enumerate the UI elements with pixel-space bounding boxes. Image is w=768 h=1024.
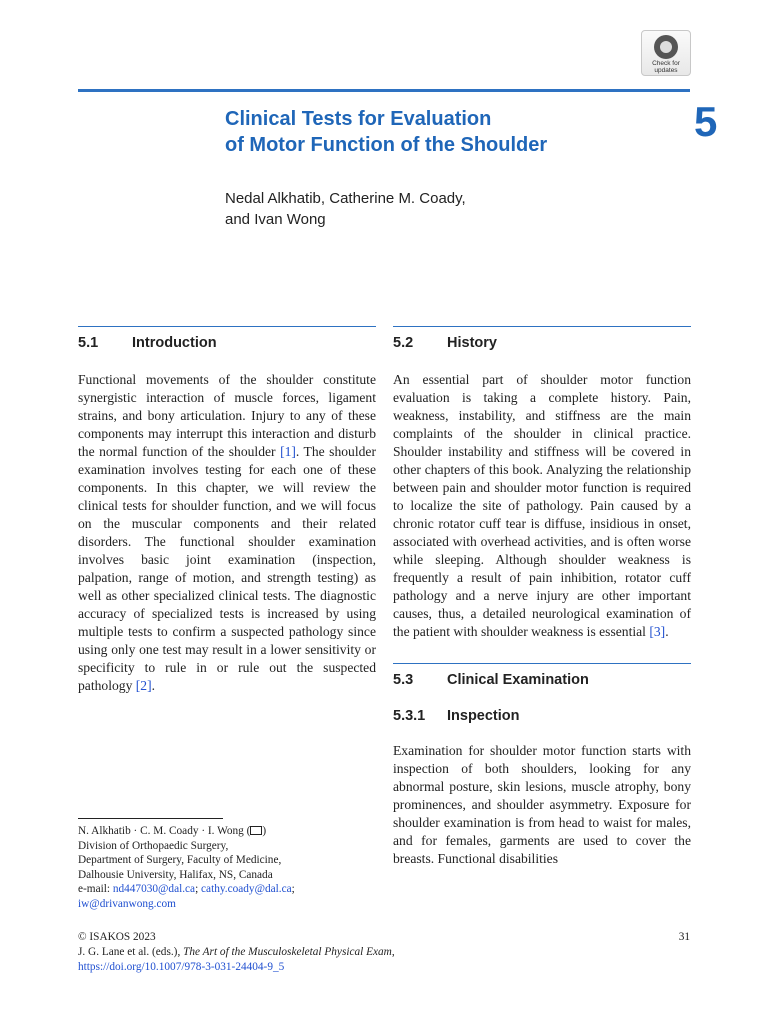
chapter-number: 5 <box>694 98 718 145</box>
citation-link-2[interactable]: [2] <box>135 678 152 693</box>
authors-line1: Nedal Alkhatib, Catherine M. Coady, <box>225 190 466 207</box>
footnote-rule <box>78 818 223 819</box>
text-run: An essential part of shoulder motor function evaluation is taking a complete history. Pain, weakness, instability, and stiffness are the main complaints of the shoulder in clinical practice. Shoulder instability and stiffness will be covered in other chapters of this book. Analyzing the relationship between pain and shoulder motor function is required to localize the site of pathology. Pain caused by a chronic rotator cuff tear is diffuse, insidious in onset, associated with overhead activities, and is often worse while sleeping. Although shoulder weakness is frequently a result of pain inhibition, rotator cuff pathology and a nerve injury are other important causes, thus, a detailed neurological examination of the patient with shoulder weakness is essential <box>393 372 691 639</box>
author-names: N. Alkhatib · C. M. Coady · I. Wong ( <box>78 825 251 837</box>
email-label: e-mail: <box>78 883 113 896</box>
badge-label-2: updates <box>654 67 678 74</box>
email-line-2 <box>78 897 378 912</box>
crossmark-icon <box>654 35 678 59</box>
authors-line2: and Ivan Wong <box>225 211 326 228</box>
section-title: History <box>447 335 497 351</box>
separator: ; <box>291 883 295 896</box>
right-column <box>393 326 691 868</box>
doi-line <box>78 960 690 975</box>
header-rule <box>78 89 690 92</box>
section-heading-history <box>393 335 691 351</box>
email-link-1[interactable]: nd447030@dal.ca <box>112 883 196 896</box>
left-column <box>78 326 376 695</box>
text-run: . <box>665 624 669 639</box>
section-heading-introduction <box>78 335 376 351</box>
separator: ; <box>195 883 202 896</box>
text-run: Functional movements of the shoulder constitute synergistic interaction of muscle forces, ligament strains, and bony articulation. Injury to any of these components may interrupt this interaction and disturb the normal function of the shoulder <box>78 372 376 459</box>
section-rule <box>393 326 691 327</box>
section-clinical-examination <box>393 663 691 868</box>
chapter-title <box>225 106 665 158</box>
badge-label-1: Check for <box>652 60 680 67</box>
subsection-title: Inspection <box>447 708 520 724</box>
page-number: 31 <box>678 931 690 943</box>
check-for-updates-badge[interactable] <box>641 30 691 76</box>
inspection-paragraph: Examination for shoulder motor function starts with inspection of both shoulders, looking for any abnormal posture, skin lesions, muscle atrophy, bony prominences, and shoulder asymmetry. Exposure for shoulder examination is from head to waist for males, and for females, garments are used to cover the breasts. Functional disabilities <box>393 743 691 866</box>
affiliation-line: Dalhousie University, Halifax, NS, Canada <box>78 868 273 881</box>
footnote-names-line <box>78 824 378 839</box>
paren-close: ) <box>262 825 267 837</box>
history-paragraph <box>393 371 691 641</box>
citation-link-3[interactable]: [3] <box>649 624 666 639</box>
citation-link-1[interactable]: [1] <box>280 444 296 459</box>
section-title: Introduction <box>132 335 217 351</box>
email-link-3[interactable]: iw@drivanwong.com <box>78 897 176 910</box>
section-title: Clinical Examination <box>447 672 589 688</box>
section-heading-clinical-examination <box>393 672 691 688</box>
chapter-authors <box>225 188 665 230</box>
citation-book-title: The Art of the Musculoskeletal Physical Exam <box>183 946 392 958</box>
chapter-title-line2: of Motor Function of the Shoulder <box>225 134 548 156</box>
author-affiliation-footnote <box>78 824 378 912</box>
section-rule <box>78 326 376 327</box>
affiliation-line: Division of Orthopaedic Surgery, <box>78 839 229 852</box>
section-number: 5.1 <box>78 335 99 351</box>
copyright: © ISAKOS 2023 <box>78 931 156 943</box>
affiliation-line: Department of Surgery, Faculty of Medicine, <box>78 854 282 867</box>
chapter-title-line1: Clinical Tests for Evaluation <box>225 108 492 130</box>
section-number: 5.2 <box>393 335 414 351</box>
subsection-number: 5.3.1 <box>393 708 426 724</box>
subsection-heading-inspection <box>393 708 691 724</box>
email-line <box>78 882 378 897</box>
citation <box>78 945 690 960</box>
section-number: 5.3 <box>393 672 414 688</box>
email-link-2[interactable]: cathy.coady@dal.ca <box>201 883 292 896</box>
doi-link[interactable]: https://doi.org/10.1007/978-3-031-24404-9_5 <box>78 961 285 973</box>
citation-editors: J. G. Lane et al. (eds.), <box>78 946 184 958</box>
citation-punct: , <box>391 946 395 958</box>
text-run: . <box>151 678 156 693</box>
section-rule <box>393 663 691 664</box>
text-run: . The shoulder examination involves testing for each one of these components. In this chapter, we will review the clinical tests for shoulder function, and we will focus on the muscular components and their related disorders. The functional shoulder examination involves basic joint examination (inspection, palpation, range of motion, and strength testing) as well as other specialized clinical tests. The diagnostic accuracy of specialized tests is increased by using multiple tests to confirm a suspected pathology since using only one test may result in a lower sensitivity or specificity to rule in or rule out the suspected pathology <box>78 444 376 693</box>
envelope-icon <box>250 826 262 835</box>
page-footer <box>78 930 690 975</box>
introduction-paragraph <box>78 371 376 695</box>
